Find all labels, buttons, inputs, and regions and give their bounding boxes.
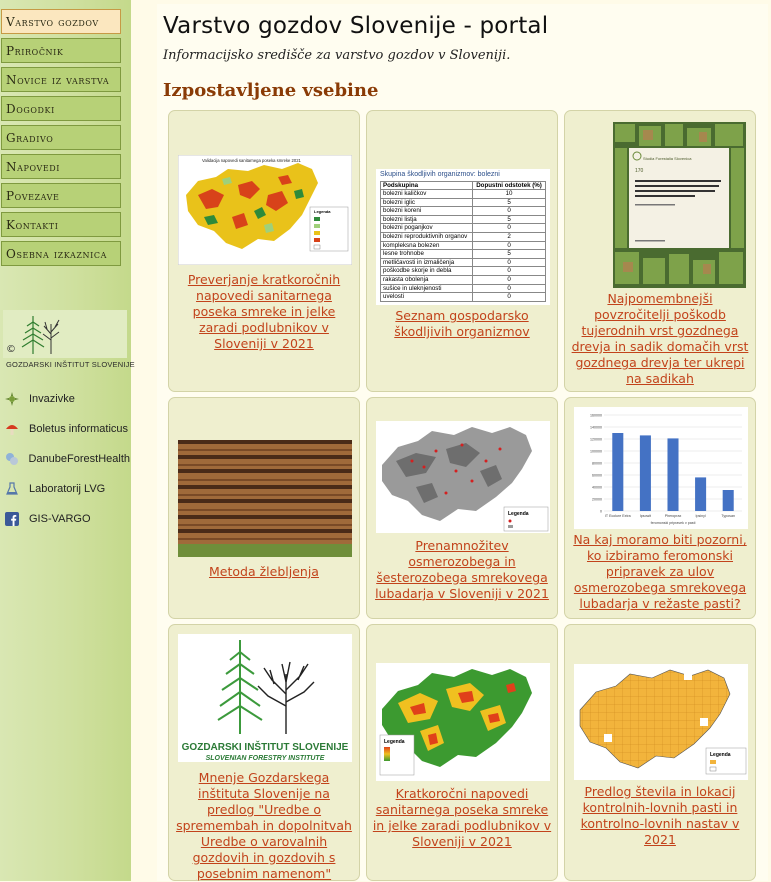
menu-item-kontakti[interactable]: Kontakti [1, 212, 121, 237]
table-caption: Skupina škodljivih organizmov: bolezni [380, 171, 500, 178]
x-tick-label: Typosan [721, 514, 735, 518]
table-row [381, 224, 546, 233]
y-tick-label: 80000 [592, 461, 602, 466]
y-tick-label: 160000 [590, 413, 602, 418]
table-header: Podskupina [381, 182, 473, 190]
thumbnail-stacked-logs-photo[interactable] [178, 440, 352, 557]
table-cell-subgroup: bolezni poganjkov [381, 224, 473, 233]
table-row [381, 258, 546, 267]
thumbnail-organism-table[interactable] [376, 169, 550, 305]
pheromone-bar-chart [574, 407, 748, 529]
table-cell-subgroup: bolezni iglic [381, 198, 473, 207]
menu-item-gradivo[interactable]: Gradivo [1, 125, 121, 150]
x-tick-label: Ipsowit [639, 514, 651, 518]
table-cell-subgroup: bolezni listja [381, 215, 473, 224]
bar-5 [723, 490, 734, 511]
table-cell-percent: 0 [473, 258, 546, 267]
thumbnail-validation-map[interactable] [178, 155, 352, 265]
table-row [381, 232, 546, 241]
card-title-link[interactable]: Metoda žlebljenja [209, 564, 319, 579]
link-label: GIS-VARGO [29, 513, 91, 525]
table-row [381, 207, 546, 216]
table-cell-percent: 5 [473, 215, 546, 224]
copyright-mark: © [6, 344, 16, 355]
map-legend-title: Legenda [508, 511, 529, 517]
menu-item-povezave[interactable]: Povezave [1, 183, 121, 208]
table-cell-subgroup: kompleksna bolezen [381, 241, 473, 250]
tree-logo-icon [3, 310, 127, 358]
chart-legend: feromonski pripravek v pasti [650, 521, 696, 525]
table-header: Dopustni odstotek (%) [473, 182, 546, 190]
table-row [381, 267, 546, 276]
card-tujerodne-vrste[interactable] [564, 110, 756, 392]
table-cell-subgroup: rakasta obolenja [381, 275, 473, 284]
link-label: Laboratorij LVG [29, 483, 106, 495]
table-cell-percent: 0 [473, 241, 546, 250]
card-sanitarni-posek-validacija[interactable] [168, 110, 360, 392]
y-tick-label: 140000 [590, 425, 602, 430]
thumbnail-forecast-map[interactable] [376, 663, 550, 781]
card-metoda-zlebljenja[interactable] [168, 397, 360, 619]
lab-icon [4, 481, 20, 497]
thumbnail-book-cover[interactable] [613, 122, 746, 288]
table-cell-subgroup: bolezni kaličkov [381, 190, 473, 199]
bar-1 [612, 433, 623, 511]
y-tick-label: 40000 [592, 485, 602, 490]
link-boletus-informaticus[interactable] [4, 414, 130, 444]
bar-3 [667, 438, 678, 511]
link-label: DanubeForestHealth [28, 453, 130, 465]
table-row [381, 190, 546, 199]
book-number: 170 [635, 168, 644, 174]
card-title-link[interactable]: Preverjanje kratkoročnih napovedi sanitarnega poseka smreke in jelke zaradi podlubnikov v Sloveniji v 2021 [187, 272, 341, 351]
y-tick-label: 0 [600, 509, 602, 514]
page-title: Varstvo gozdov Slovenije - portal [163, 13, 549, 39]
table-row [381, 215, 546, 224]
gis-logo[interactable] [3, 310, 135, 372]
table-cell-subgroup: uvelosti [381, 293, 473, 302]
map-legend-title: Legenda [710, 752, 731, 758]
link-danube-forest-health[interactable] [4, 444, 130, 474]
card-predlog-pasti[interactable] [564, 624, 756, 881]
y-tick-label: 20000 [592, 497, 602, 502]
table-cell-subgroup: bolezni koreni [381, 207, 473, 216]
bar-4 [695, 477, 706, 511]
leaf-icon [4, 391, 20, 407]
card-title-link[interactable]: Mnenje Gozdarskega inštituta Slovenije na predlog "Uredbe o spremembah in dopolnitvah Uredbe o varovalnih gozdovih in gozdovih s posebnim namenom" [176, 770, 352, 881]
menu-item-varstvo-gozdov[interactable]: Varstvo gozdov [1, 9, 121, 34]
menu-item-napovedi[interactable]: Napovedi [1, 154, 121, 179]
card-kratkorocni-napovedi[interactable] [366, 624, 558, 881]
table-cell-percent: 0 [473, 267, 546, 276]
table-cell-percent: 2 [473, 232, 546, 241]
thumbnail-gis-logo[interactable] [178, 634, 352, 762]
mushroom-icon [4, 421, 20, 437]
table-cell-percent: 0 [473, 275, 546, 284]
menu-item-novice[interactable]: Novice iz varstva [1, 67, 121, 92]
table-cell-percent: 0 [473, 224, 546, 233]
logo-line-1: GOZDARSKI INŠTITUT SLOVENIJE [181, 742, 349, 753]
table-cell-percent: 0 [473, 293, 546, 302]
menu-item-osebna-izkaznica[interactable]: Osebna izkaznica [1, 241, 121, 266]
bar-2 [640, 435, 651, 511]
table-row [381, 250, 546, 259]
logo-line-2: SLOVENIAN FORESTRY INSTITUTE [205, 755, 325, 762]
table-row [381, 241, 546, 250]
card-feromonski-pripravek[interactable] [564, 397, 756, 619]
card-title-link[interactable]: Prenamnožitev osmerozobega in šesterozobega smrekovega lubadarja v Sloveniji v 2021 [375, 538, 549, 601]
link-gis-vargo[interactable] [4, 504, 130, 534]
table-row [381, 275, 546, 284]
book-series: Studia Forestalia Slovenica [643, 156, 692, 161]
institute-name: GOZDARSKI INŠTITUT SLOVENIJE [6, 360, 135, 369]
card-title-link[interactable]: Kratkoročni napovedi sanitarnega poseka smreke in jelke zaradi podlubnikov v Sloveniji v 2021 [372, 786, 552, 849]
card-prenamnozitev-lubadarja[interactable] [366, 397, 558, 619]
link-laboratorij-lvg[interactable] [4, 474, 130, 504]
x-tick-label: Pheroprax [664, 514, 682, 518]
map-legend-title: Legenda [384, 739, 405, 745]
link-label: Boletus informaticus [29, 423, 129, 435]
map-title: Validacija napovedi sanitarnega poseka smreke 2021 [202, 158, 301, 163]
facebook-icon [4, 511, 20, 527]
thumbnail-pheromone-bar-chart[interactable] [574, 407, 748, 529]
page-subtitle: Informacijsko središče za varstvo gozdov v Sloveniji. [163, 48, 511, 63]
organism-table [380, 181, 546, 302]
table-row [381, 284, 546, 293]
table-cell-percent: 10 [473, 190, 546, 199]
menu-item-dogodki[interactable]: Dogodki [1, 96, 121, 121]
thumbnail-trap-grid-map[interactable] [574, 664, 748, 780]
main-menu [1, 9, 121, 270]
table-cell-subgroup: lesne trohnobe [381, 250, 473, 259]
card-title-link[interactable]: Predlog števila in lokacij kontrolnih-lovnih pasti in kontrolno-lovnih nastav v 2021 [580, 784, 740, 847]
card-mnenje-gis[interactable] [168, 624, 360, 881]
table-cell-subgroup: sušice in uleknjenosti [381, 284, 473, 293]
link-label: Invazivke [29, 393, 75, 405]
section-title: Izpostavljene vsebine [163, 80, 379, 101]
sidebar [0, 0, 135, 881]
x-tick-label: IT Ecolure Extra [604, 514, 631, 518]
map-legend-title: Legenda [314, 209, 331, 214]
table-row [381, 198, 546, 207]
link-invazivke[interactable] [4, 384, 130, 414]
table-cell-percent: 0 [473, 284, 546, 293]
card-title-link[interactable]: Na kaj moramo biti pozorni, ko izbiramo feromonski pripravek za ulov osmerozobega smrekovega lubadarja v režaste pasti? [573, 532, 747, 611]
table-cell-percent: 0 [473, 207, 546, 216]
x-tick-label: Ipsinyl [695, 514, 706, 518]
thumbnail-outbreak-map[interactable] [376, 421, 550, 533]
table-cell-percent: 5 [473, 198, 546, 207]
table-cell-percent: 5 [473, 250, 546, 259]
table-cell-subgroup: bolezni reproduktivnih organov [381, 232, 473, 241]
y-tick-label: 60000 [592, 473, 602, 478]
menu-item-prirocnik[interactable]: Priročnik [1, 38, 121, 63]
table-cell-subgroup: poškodbe skorje in debla [381, 267, 473, 276]
card-title-link[interactable]: Najpomembnejši povzročitelji poškodb tujerodnih vrst gozdnega drevja in sadik domačih vrst gozdnega drevja ter ukrepi na sadikah [571, 291, 749, 386]
table-row [381, 293, 546, 302]
main-content [157, 4, 768, 881]
y-tick-label: 100000 [590, 449, 602, 454]
card-seznam-organizmov[interactable] [366, 110, 558, 392]
card-title-link[interactable]: Seznam gospodarsko škodljivih organizmov [394, 308, 530, 339]
external-links [4, 384, 130, 534]
y-tick-label: 120000 [590, 437, 602, 442]
forest-health-icon [4, 451, 19, 467]
table-cell-subgroup: metličavosti in izmaličenja [381, 258, 473, 267]
